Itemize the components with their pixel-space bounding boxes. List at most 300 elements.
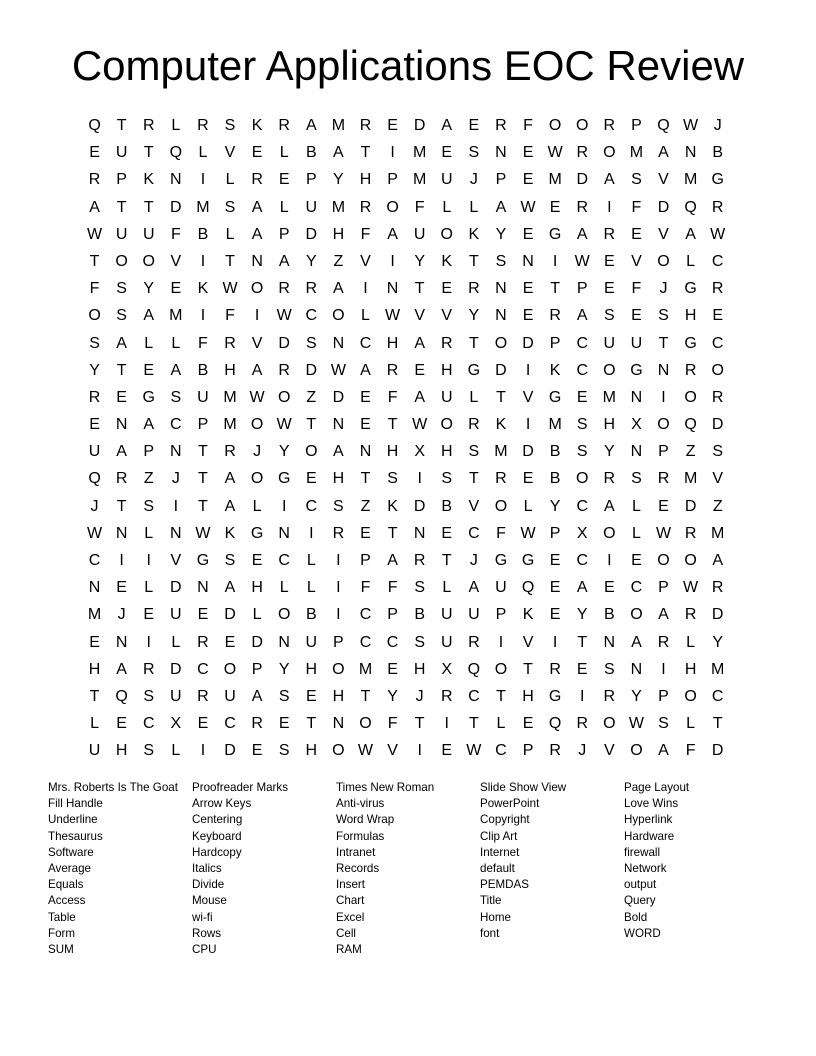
grid-letter: V — [631, 252, 642, 270]
grid-letter: Y — [603, 443, 615, 461]
grid-letter: P — [387, 606, 398, 624]
grid-letter: Y — [414, 252, 425, 270]
grid-letter: Y — [387, 687, 398, 705]
grid-letter: G — [684, 280, 697, 298]
grid-letter: L — [442, 579, 452, 597]
grid-letter: F — [387, 388, 398, 406]
grid-letter: T — [414, 715, 425, 733]
grid-letter: E — [603, 579, 615, 597]
grid-letter: X — [170, 715, 182, 733]
grid-letter: M — [711, 660, 725, 678]
grid-letter: A — [224, 470, 236, 488]
word-column — [192, 780, 336, 958]
grid-letter: G — [548, 225, 562, 243]
grid-letter: I — [580, 687, 585, 705]
grid-letter: N — [332, 416, 345, 434]
grid-letter: E — [549, 198, 561, 216]
grid-letter: F — [89, 280, 100, 298]
grid-letter: N — [657, 361, 670, 379]
grid-letter: V — [468, 497, 480, 515]
grid-letter: E — [468, 117, 480, 134]
grid-letter: T — [89, 252, 100, 270]
word-list-item: Mrs. Roberts Is The Goat — [48, 781, 178, 794]
grid-letter: R — [711, 280, 724, 298]
grid-letter: E — [631, 225, 642, 243]
grid-letter: Q — [548, 715, 562, 733]
grid-letter: E — [441, 144, 453, 162]
grid-letter: R — [251, 171, 263, 189]
grid-letter: T — [306, 715, 317, 733]
word-list-item: Hyperlink — [624, 813, 673, 827]
grid-letter: D — [576, 171, 589, 189]
grid-letter: O — [684, 552, 697, 569]
grid-letter: H — [440, 361, 453, 379]
grid-letter: C — [224, 715, 236, 733]
word-list-item: Equals — [48, 878, 84, 892]
grid-letter: O — [657, 552, 670, 569]
grid-letter: A — [333, 443, 344, 461]
grid-letter: V — [170, 552, 182, 569]
grid-letter: S — [143, 742, 155, 760]
grid-letter: P — [278, 225, 290, 243]
grid-letter: C — [170, 416, 182, 434]
grid-letter: D — [170, 579, 182, 597]
grid-letter: K — [468, 225, 480, 243]
grid-letter: A — [224, 497, 236, 515]
grid-letter: S — [603, 307, 615, 325]
grid-letter: D — [413, 117, 426, 134]
grid-letter: S — [305, 334, 317, 352]
grid-letter: E — [116, 715, 127, 733]
grid-letter: E — [549, 579, 561, 597]
grid-letter: U — [440, 606, 453, 624]
grid-letter: K — [495, 416, 507, 434]
grid-letter: S — [170, 388, 182, 406]
grid-letter: E — [143, 606, 155, 624]
grid-letter: H — [413, 660, 426, 678]
grid-letter: N — [278, 524, 290, 542]
grid-letter: W — [710, 225, 726, 243]
grid-letter: L — [279, 579, 289, 597]
grid-letter: E — [441, 280, 453, 298]
word-list-item: Title — [480, 894, 502, 908]
grid-letter: S — [495, 252, 507, 270]
grid-letter: B — [197, 225, 209, 243]
grid-letter: A — [387, 552, 398, 569]
grid-letter: Z — [333, 252, 344, 270]
grid-letter: I — [336, 606, 341, 624]
grid-letter: G — [630, 361, 643, 379]
grid-letter: U — [115, 225, 128, 243]
grid-letter: N — [495, 307, 507, 325]
grid-letter: A — [143, 307, 155, 325]
grid-letter: W — [412, 416, 428, 434]
grid-letter: Q — [88, 470, 101, 488]
grid-letter: T — [468, 334, 479, 352]
grid-letter: R — [549, 742, 561, 760]
grid-letter: R — [495, 117, 507, 134]
grid-letter: V — [360, 252, 371, 270]
grid-letter: I — [661, 660, 666, 678]
grid-letter: T — [360, 470, 371, 488]
grid-letter: M — [331, 198, 346, 216]
grid-letter: N — [170, 443, 182, 461]
grid-letter: E — [197, 715, 209, 733]
grid-letter: N — [630, 660, 643, 678]
grid-letter: D — [522, 443, 534, 461]
grid-letter: A — [685, 225, 696, 243]
grid-letter: O — [603, 524, 616, 542]
word-list-item: Home — [480, 910, 511, 924]
grid-letter: N — [332, 715, 345, 733]
grid-letter: A — [576, 225, 588, 243]
word-list-item: Arrow Keys — [192, 797, 252, 811]
grid-letter: K — [143, 171, 155, 189]
grid-letter: I — [661, 388, 666, 406]
grid-letter: M — [223, 416, 237, 434]
grid-letter: L — [686, 252, 696, 270]
grid-letter: P — [549, 524, 561, 542]
grid-letter: A — [441, 117, 453, 134]
grid-letter: U — [224, 687, 236, 705]
grid-letter: N — [495, 280, 507, 298]
grid-letter: A — [576, 579, 588, 597]
grid-letter: U — [197, 388, 209, 406]
grid-letter: D — [711, 416, 724, 434]
grid-letter: I — [498, 633, 504, 651]
grid-letter: V — [658, 171, 669, 189]
grid-letter: V — [414, 307, 425, 325]
grid-letter: M — [196, 198, 210, 216]
word-list-item: Anti-virus — [336, 797, 385, 811]
grid-letter: N — [197, 579, 209, 597]
grid-letter: A — [333, 280, 344, 298]
grid-letter: E — [197, 606, 209, 624]
grid-letter: N — [115, 633, 128, 651]
grid-letter: K — [224, 524, 236, 542]
grid-letter: Y — [549, 497, 561, 515]
grid-letter: S — [143, 687, 155, 705]
grid-letter: R — [115, 470, 128, 488]
grid-letter: L — [171, 334, 181, 352]
word-column — [480, 780, 624, 958]
word-list-item: Intranet — [336, 845, 376, 859]
grid-letter: P — [360, 552, 371, 569]
grid-letter: O — [657, 252, 670, 270]
grid-letter: S — [658, 307, 669, 325]
grid-letter: S — [278, 687, 290, 705]
grid-letter: A — [89, 198, 100, 216]
grid-letter: G — [250, 524, 264, 542]
grid-letter: E — [441, 742, 453, 760]
grid-letter: N — [413, 524, 426, 542]
grid-letter: W — [357, 742, 374, 760]
grid-letter: F — [387, 579, 398, 597]
grid-letter: U — [142, 225, 155, 243]
grid-letter: L — [279, 198, 289, 216]
grid-letter: L — [631, 497, 641, 515]
grid-letter: T — [306, 416, 317, 434]
grid-letter: A — [143, 416, 155, 434]
grid-letter: A — [170, 361, 182, 379]
grid-letter: A — [603, 497, 615, 515]
grid-letter: Y — [333, 171, 344, 189]
grid-letter: M — [683, 171, 698, 189]
grid-letter: S — [143, 497, 155, 515]
grid-letter: R — [224, 334, 236, 352]
grid-letter: S — [631, 470, 642, 488]
grid-letter: O — [332, 307, 345, 325]
grid-letter: R — [657, 470, 670, 488]
grid-letter: D — [684, 497, 697, 515]
grid-letter: H — [224, 361, 236, 379]
grid-letter: N — [115, 524, 128, 542]
grid-letter: N — [170, 524, 182, 542]
grid-letter: B — [414, 606, 425, 624]
grid-letter: M — [169, 307, 183, 325]
word-list-item: Hardcopy — [192, 845, 242, 859]
grid-letter: A — [712, 552, 724, 569]
grid-letter: C — [359, 334, 372, 352]
word-list — [48, 780, 768, 958]
grid-letter: W — [520, 198, 536, 216]
grid-letter: Y — [576, 606, 588, 624]
grid-letter: Z — [143, 470, 154, 488]
grid-letter: F — [387, 715, 398, 733]
grid-letter: R — [278, 361, 290, 379]
word-list-item: output — [624, 878, 657, 892]
grid-letter: E — [549, 552, 561, 569]
grid-letter: Y — [712, 633, 724, 651]
grid-letter: A — [658, 606, 669, 624]
grid-letter: N — [495, 144, 507, 162]
grid-letter: B — [441, 497, 453, 515]
grid-letter: E — [522, 171, 534, 189]
grid-letter: R — [278, 117, 290, 134]
grid-letter: B — [305, 606, 317, 624]
word-list-item: Network — [624, 862, 667, 876]
grid-letter: U — [88, 443, 101, 461]
grid-letter: W — [683, 117, 699, 134]
grid-letter: K — [387, 497, 398, 515]
grid-letter: U — [440, 388, 453, 406]
grid-letter: N — [278, 633, 290, 651]
grid-letter: L — [496, 715, 506, 733]
grid-letter: S — [576, 443, 588, 461]
grid-letter: C — [197, 660, 209, 678]
word-column — [624, 780, 768, 958]
grid-letter: S — [576, 416, 588, 434]
grid-letter: J — [171, 470, 180, 488]
grid-letter: C — [576, 497, 589, 515]
grid-letter: I — [281, 497, 287, 515]
grid-letter: A — [576, 307, 588, 325]
grid-letter: S — [414, 633, 425, 651]
grid-letter: D — [278, 334, 290, 352]
grid-letter: E — [522, 715, 534, 733]
grid-letter: H — [115, 742, 128, 760]
grid-letter: O — [630, 742, 643, 760]
word-list-item: Bold — [624, 910, 648, 924]
grid-letter: R — [197, 687, 209, 705]
word-list-item: Records — [336, 862, 380, 876]
grid-letter: A — [278, 252, 290, 270]
grid-letter: T — [360, 687, 371, 705]
grid-letter: U — [603, 334, 616, 352]
grid-letter: T — [441, 552, 452, 569]
word-list-item: SUM — [48, 943, 74, 957]
grid-letter: E — [251, 552, 263, 569]
grid-letter: X — [631, 416, 642, 434]
grid-letter: N — [630, 443, 643, 461]
grid-letter: T — [116, 198, 127, 216]
grid-letter: A — [251, 225, 263, 243]
grid-letter: N — [522, 252, 534, 270]
grid-letter: R — [684, 361, 697, 379]
grid-letter: H — [251, 579, 263, 597]
grid-letter: O — [576, 470, 589, 488]
grid-letter: G — [684, 334, 697, 352]
grid-letter: N — [684, 144, 697, 162]
grid-letter: E — [576, 660, 588, 678]
grid-letter: O — [305, 443, 318, 461]
grid-letter: D — [224, 742, 236, 760]
grid-letter: E — [360, 388, 371, 406]
grid-letter: E — [387, 660, 398, 678]
grid-letter: A — [414, 388, 425, 406]
grid-letter: N — [603, 633, 616, 651]
grid-letter: D — [305, 361, 318, 379]
grid-letter: M — [223, 388, 237, 406]
grid-letter: W — [195, 524, 211, 542]
word-list-item: Keyboard — [192, 829, 242, 843]
grid-letter: H — [332, 687, 345, 705]
grid-letter: S — [468, 443, 480, 461]
grid-letter: W — [86, 524, 103, 542]
grid-letter: V — [522, 633, 534, 651]
grid-letter: E — [658, 497, 669, 515]
grid-letter: P — [116, 171, 127, 189]
grid-letter: F — [360, 579, 371, 597]
grid-letter: S — [278, 742, 290, 760]
grid-letter: E — [441, 524, 453, 542]
word-column — [48, 780, 192, 958]
grid-letter: P — [549, 334, 561, 352]
grid-letter: I — [417, 742, 422, 760]
grid-letter: R — [440, 687, 453, 705]
grid-letter: E — [89, 633, 100, 651]
grid-letter: P — [576, 280, 588, 298]
grid-letter: W — [466, 742, 482, 760]
grid-letter: G — [196, 552, 210, 569]
grid-letter: O — [440, 225, 453, 243]
grid-letter: P — [658, 687, 669, 705]
grid-letter: M — [494, 443, 508, 461]
word-list-item: Copyright — [480, 813, 530, 827]
grid-letter: N — [332, 334, 345, 352]
word-list-item: Software — [48, 845, 94, 859]
grid-letter: L — [469, 388, 479, 406]
grid-letter: I — [552, 252, 558, 270]
grid-letter: J — [469, 171, 478, 189]
word-list-item: Hardware — [624, 829, 675, 843]
grid-letter: O — [630, 606, 643, 624]
grid-letter: E — [170, 280, 182, 298]
word-list-item: Chart — [336, 894, 365, 908]
grid-letter: W — [249, 388, 265, 406]
grid-letter: W — [385, 307, 401, 325]
grid-letter: E — [278, 715, 290, 733]
grid-letter: C — [359, 606, 372, 624]
grid-letter: T — [577, 633, 588, 651]
grid-letter: G — [521, 552, 535, 569]
grid-letter: U — [495, 579, 507, 597]
grid-letter: P — [495, 171, 507, 189]
grid-letter: I — [390, 252, 395, 270]
grid-letter: L — [225, 171, 235, 189]
grid-letter: O — [494, 334, 508, 352]
grid-letter: Q — [88, 117, 101, 134]
grid-letter: R — [251, 715, 263, 733]
grid-letter: I — [200, 252, 206, 270]
page-title: Computer Applications EOC Review — [71, 42, 745, 89]
grid-letter: L — [631, 524, 641, 542]
grid-letter: R — [142, 660, 155, 678]
grid-letter: A — [603, 171, 615, 189]
grid-letter: B — [197, 361, 209, 379]
grid-letter: I — [363, 280, 368, 298]
grid-letter: S — [116, 280, 127, 298]
grid-letter: P — [658, 579, 669, 597]
grid-letter: N — [251, 252, 263, 270]
grid-letter: F — [225, 307, 235, 325]
grid-letter: D — [170, 198, 182, 216]
grid-letter: I — [417, 470, 422, 488]
grid-letter: E — [631, 307, 642, 325]
word-list-item: Insert — [336, 878, 365, 892]
grid-letter: O — [115, 252, 128, 270]
grid-letter: U — [88, 742, 101, 760]
grid-letter: U — [170, 606, 182, 624]
word-list-item: Divide — [192, 878, 225, 892]
grid-letter: J — [117, 606, 126, 624]
grid-letter: P — [143, 443, 155, 461]
grid-letter: M — [548, 416, 562, 434]
grid-letter: W — [520, 524, 536, 542]
grid-letter: F — [496, 524, 506, 542]
grid-letter: J — [713, 117, 722, 134]
word-list-item: PowerPoint — [480, 797, 540, 811]
grid-letter: R — [197, 117, 209, 134]
grid-letter: S — [603, 660, 615, 678]
word-column — [336, 780, 480, 958]
grid-letter: S — [89, 334, 100, 352]
grid-letter: R — [332, 524, 345, 542]
grid-letter: G — [277, 470, 291, 488]
grid-letter: E — [89, 416, 100, 434]
grid-letter: R — [413, 552, 426, 569]
grid-letter: S — [224, 117, 236, 134]
grid-letter: O — [332, 742, 345, 760]
grid-letter: C — [711, 334, 724, 352]
grid-letter: R — [88, 388, 101, 406]
word-list-item: WORD — [624, 926, 661, 940]
grid-letter: W — [330, 361, 346, 379]
grid-letter: M — [413, 144, 427, 162]
grid-letter: T — [468, 252, 479, 270]
grid-letter: D — [522, 334, 534, 352]
grid-letter: T — [387, 416, 398, 434]
